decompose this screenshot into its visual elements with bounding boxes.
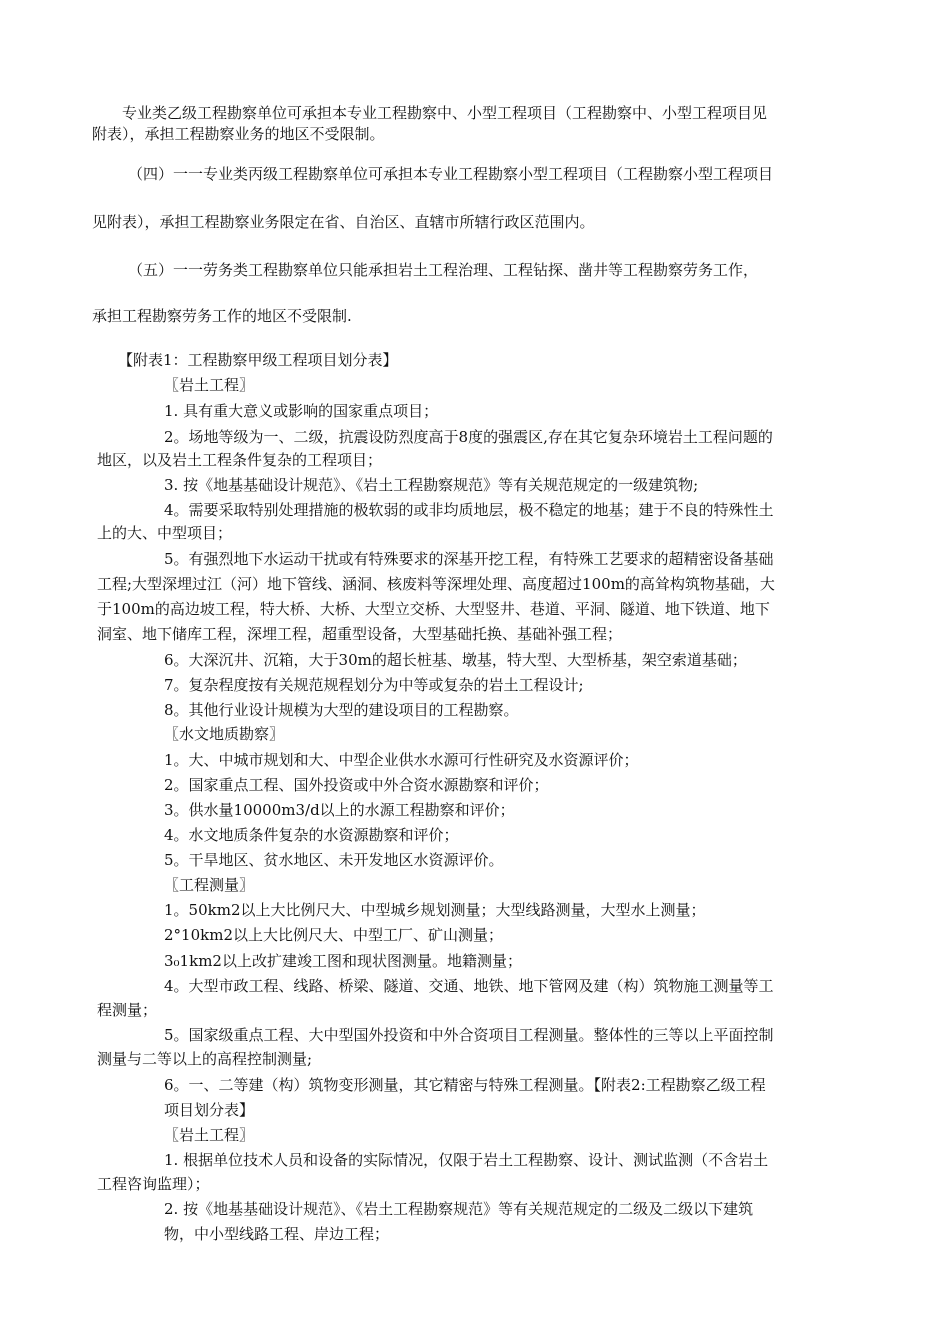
list-item: 2。国家重点工程、国外投资或中外合资水源勘察和评价； <box>164 776 549 794</box>
text-line: 专业类乙级工程勘察单位可承担本专业工程勘察中、小型工程项目（工程勘察中、小型工程项目见 <box>122 104 768 122</box>
list-item: 1。大、中城市规划和大、中型企业供水水源可行性研究及水资源评价； <box>164 751 639 769</box>
text-line: 见附表），承担工程勘察业务限定在省、自治区、直辖市所辖行政区范围内。 <box>92 213 595 231</box>
list-item-cont: 地区，以及岩土工程条件复杂的工程项目； <box>97 451 383 469</box>
list-item: 2。场地等级为一、二级，抗震设防烈度高于8度的强震区,存在其它复杂环境岩土工程问题的 <box>164 428 773 446</box>
section-title: 项目划分表】 <box>164 1101 255 1119</box>
list-item-cont: 工程咨询监理）； <box>97 1175 210 1193</box>
list-item: 4。大型市政工程、线路、桥梁、隧道、交通、地铁、地下管网及建（构）筑物施工测量等工 <box>164 977 774 995</box>
list-item-cont: 上的大、中型项目； <box>97 524 233 542</box>
list-item: 2°10km2以上大比例尺大、中型工厂、矿山测量； <box>164 926 503 944</box>
list-item: 5。国家级重点工程、大中型国外投资和中外合资项目工程测量。整体性的三等以上平面控制 <box>164 1026 774 1044</box>
text-line: 承担工程勘察劳务工作的地区不受限制. <box>92 307 352 325</box>
list-item: 4。需要采取特别处理措施的极软弱的或非均质地层，极不稳定的地基；建于不良的特殊性土 <box>164 501 774 519</box>
list-item: 8。其他行业设计规模为大型的建设项目的工程勘察。 <box>164 701 519 719</box>
section-heading: 〖岩土工程〗 <box>164 376 255 394</box>
section-heading: 〖水文地质勘察〗 <box>164 725 285 743</box>
list-item-cont: 测量与二等以上的高程控制测量; <box>97 1050 313 1068</box>
list-item: 3. 按《地基基础设计规范》、《岩土工程勘察规范》等有关规范规定的一级建筑物; <box>164 476 699 494</box>
list-item: 4。水文地质条件复杂的水资源勘察和评价； <box>164 826 459 844</box>
section-title: 【附表1：工程勘察甲级工程项目划分表】 <box>118 351 398 369</box>
list-item: 7。复杂程度按有关规范规程划分为中等或复杂的岩土工程设计; <box>164 676 584 694</box>
section-heading: 〖工程测量〗 <box>164 876 255 894</box>
list-item-cont: 于100m的高边坡工程，特大桥、大桥、大型立交桥、大型竖井、巷道、平洞、隧道、地下铁道、地下 <box>97 600 770 618</box>
list-item-cont: 物，中小型线路工程、岸边工程； <box>164 1225 390 1243</box>
list-item: 5。干旱地区、贫水地区、未开发地区水资源评价。 <box>164 851 504 869</box>
list-item-cont: 工程;大型深埋过江（河）地下管线、涵洞、核废料等深埋处理、高度超过100m的高耸构筑物基础，大 <box>97 575 775 593</box>
list-item: 2. 按《地基基础设计规范》、《岩土工程勘察规范》等有关规范规定的二级及二级以下建筑 <box>164 1200 754 1218</box>
list-item: 3。供水量10000m3/d以上的水源工程勘察和评价； <box>164 801 515 819</box>
list-item-cont: 洞室、地下储库工程，深埋工程，超重型设备，大型基础托换、基础补强工程； <box>97 625 623 643</box>
list-item: 6。大深沉井、沉箱，大于30m的超长桩基、墩基，特大型、大型桥基，架空索道基础； <box>164 651 747 669</box>
list-item: 3₀1km2以上改扩建竣工图和现状图测量。地籍测量； <box>164 952 522 970</box>
text-line: （五）一一劳务类工程勘察单位只能承担岩土工程治理、工程钻探、凿井等工程勘察劳务工作， <box>128 261 759 279</box>
text-line: 附表），承担工程勘察业务的地区不受限制。 <box>92 125 385 143</box>
list-item: 1. 具有重大意义或影响的国家重点项目； <box>164 402 439 420</box>
list-item: 5。有强烈地下水运动干扰或有特殊要求的深基开挖工程，有特殊工艺要求的超精密设备基础 <box>164 550 774 568</box>
text-line: （四）一一专业类丙级工程勘察单位可承担本专业工程勘察小型工程项目（工程勘察小型工程项目 <box>128 165 774 183</box>
list-item-cont: 程测量； <box>97 1001 158 1019</box>
list-item: 6。一、二等建（构）筑物变形测量，其它精密与特殊工程测量。【附表2:工程勘察乙级工程 <box>164 1076 766 1094</box>
list-item: 1。50km2以上大比例尺大、中型城乡规划测量；大型线路测量，大型水上测量； <box>164 901 706 919</box>
section-heading: 〖岩土工程〗 <box>164 1126 255 1144</box>
list-item: 1. 根据单位技术人员和设备的实际情况，仅限于岩土工程勘察、设计、测试监测（不含岩土 <box>164 1151 769 1169</box>
